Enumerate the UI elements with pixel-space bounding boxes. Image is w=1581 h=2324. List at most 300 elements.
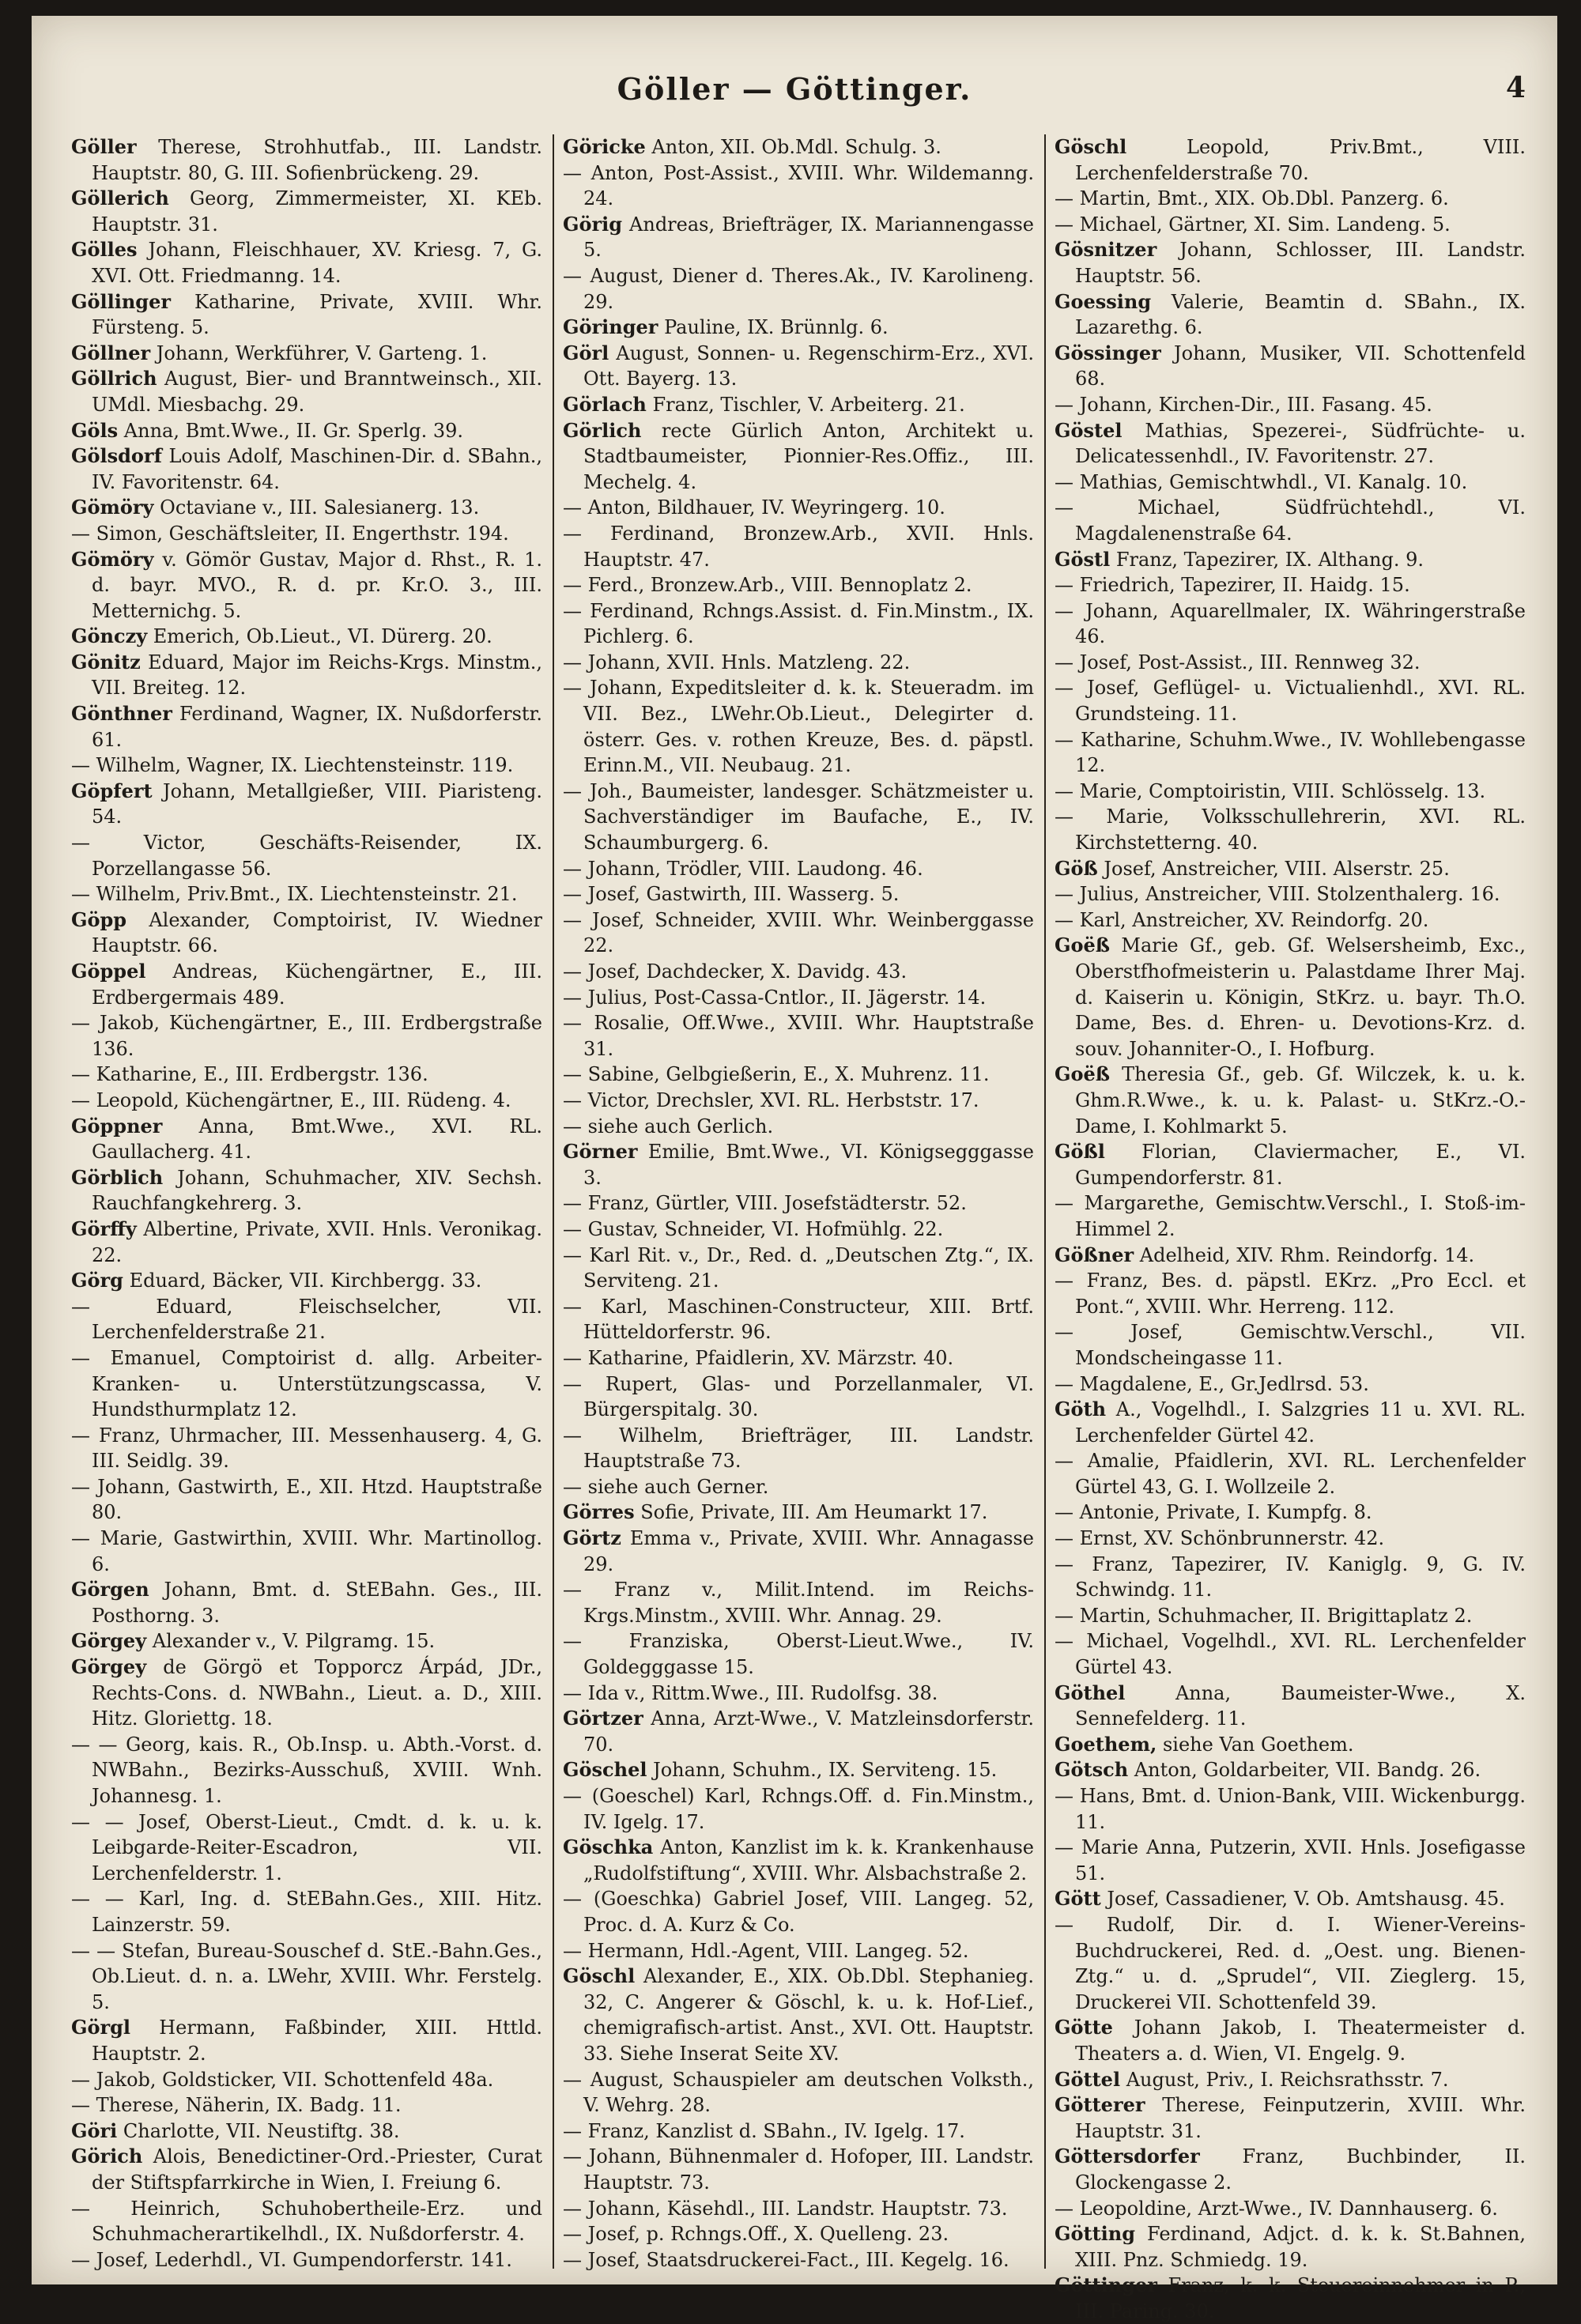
entry-surname: Görg bbox=[71, 1269, 123, 1292]
directory-entry bbox=[563, 1062, 1034, 1088]
entry-text: — — Georg, kais. R., Ob.Insp. u. Abth.-Vorst. d. NWBahn., Bezirks-Ausschuß, XVIII. Wnh. Johannesg. 1. bbox=[71, 1733, 542, 1807]
directory-entry bbox=[563, 1681, 1034, 1707]
entry-text: — Emanuel, Comptoirist d. allg. Arbeiter-Kranken- u. Unterstützungscassa, V. Hundsthurmplatz 12. bbox=[71, 1346, 542, 1421]
entry-text: — Johann, Gastwirth, E., XII. Htzd. Hauptstraße 80. bbox=[71, 1475, 542, 1524]
entry-text: August, Sonnen- u. Regenschirm-Erz., XVI. Ott. Bayerg. 13. bbox=[583, 341, 1034, 390]
entry-text: — Franziska, Oberst-Lieut.Wwe., IV. Goldegggasse 15. bbox=[563, 1630, 1034, 1679]
directory-entry bbox=[563, 1345, 1034, 1371]
entry-text: — Franz, Tapezirer, IV. Kaniglg. 9, G. IV. Schwindg. 11. bbox=[1055, 1552, 1526, 1602]
column-2 bbox=[563, 134, 1034, 2269]
entry-surname: Göthel bbox=[1055, 1681, 1126, 1704]
entry-text: Josef, Anstreicher, VIII. Alserstr. 25. bbox=[1104, 857, 1450, 880]
entry-text: Anna, Bmt.Wwe., II. Gr. Sperlg. 39. bbox=[123, 419, 463, 442]
entry-text: — Martin, Bmt., XIX. Ob.Dbl. Panzerg. 6. bbox=[1055, 187, 1449, 210]
entry-text: Andreas, Küchengärtner, E., III. Erdbergermais 489. bbox=[92, 960, 542, 1009]
entry-text: Alexander, E., XIX. Ob.Dbl. Stephanieg. 32, C. Angerer & Göschl, k. u. k. Hof-Lief., chemigrafisch-artist. Anst., XVI. Ott. Hauptstr. 33. Siehe Inserat Seite XV. bbox=[583, 1965, 1034, 2065]
entry-text: Andreas, Briefträger, IX. Mariannengasse 5. bbox=[583, 213, 1034, 262]
directory-entry bbox=[71, 830, 542, 881]
entry-text: Hermann, Faßbinder, XIII. Httld. Hauptstr. 2. bbox=[92, 2017, 542, 2065]
entry-text: — August, Schauspieler am deutschen Volksth., V. Wehrg. 28. bbox=[563, 2068, 1034, 2117]
directory-entry bbox=[1055, 1603, 1526, 1629]
entry-text: — Rosalie, Off.Wwe., XVIII. Whr. Hauptstraße 31. bbox=[563, 1012, 1034, 1060]
directory-entry bbox=[1055, 186, 1526, 212]
entry-surname: Görblich bbox=[71, 1165, 164, 1189]
entry-surname: Görffy bbox=[71, 1217, 137, 1240]
page-title: Göller — Göttinger. bbox=[617, 71, 972, 107]
entry-text: — Julius, Post-Cassa-Cntlor., II. Jägerstr. 14. bbox=[563, 986, 987, 1009]
directory-entry bbox=[563, 1010, 1034, 1062]
entry-text: Adelheid, XIV. Rhm. Reindorfg. 14. bbox=[1139, 1243, 1475, 1266]
directory-entry bbox=[563, 1243, 1034, 1294]
entry-text: Leopold, Priv.Bmt., VIII. Lerchenfelderstraße 70. bbox=[1075, 136, 1526, 184]
entry-text: — Ferdinand, Bronzew.Arb., XVII. Hnls. Hauptstr. 47. bbox=[563, 522, 1034, 571]
directory-entry bbox=[1055, 933, 1526, 1062]
entry-text: — Franz, Kanzlist d. SBahn., IV. Igelg. 17. bbox=[563, 2119, 965, 2142]
directory-entry bbox=[71, 624, 542, 650]
entry-text: Alexander v., V. Pilgramg. 15. bbox=[152, 1630, 436, 1653]
directory-entry bbox=[71, 881, 542, 907]
directory-entry bbox=[1055, 856, 1526, 882]
directory-entry bbox=[563, 1139, 1034, 1190]
directory-entry bbox=[1055, 1732, 1526, 1758]
entry-text: de Görgö et Topporcz Árpád, JDr., Rechts-Cons. d. NWBahn., Lieut. a. D., XIII. Hitz. Gloriettg. 18. bbox=[92, 1656, 543, 1730]
directory-entry bbox=[563, 160, 1034, 212]
entry-text: — Johann, Expeditsleiter d. k. k. Steueradm. im VII. Bez., LWehr.Ob.Lieut., Delegirter d. österr. Ges. v. rothen Kreuze, Bes. d. päpstl. Erinn.M., VII. Neubaug. 21. bbox=[563, 677, 1034, 777]
entry-text: Franz, Tischler, V. Arbeiterg. 21. bbox=[652, 393, 965, 416]
entry-surname: Göschel bbox=[563, 1758, 647, 1782]
entry-text: — Rupert, Glas- und Porzellanmaler, VI. Bürgerspitalg. 30. bbox=[563, 1372, 1034, 1421]
entry-surname: Göllrich bbox=[71, 367, 157, 390]
entry-surname: Göllner bbox=[71, 341, 151, 364]
entry-surname: Göppel bbox=[71, 960, 146, 983]
entry-text: Franz, k. k. Steuereinnehmer in P., III. Paring. 30. bbox=[1075, 2274, 1526, 2322]
entry-text: — Michael, Vogelhdl., XVI. RL. Lerchenfelder Gürtel 43. bbox=[1055, 1630, 1526, 1679]
entry-text: — Joh., Baumeister, landesger. Schätzmeister u. Sachverständiger im Baufache, E., IV. Schaumburgerg. 6. bbox=[563, 779, 1034, 855]
directory-entry bbox=[71, 701, 542, 753]
directory-entry bbox=[563, 1964, 1034, 2066]
entry-text: — — Stefan, Bureau-Souschef d. StE.-Bahn.Ges., Ob.Lieut. d. n. a. LWehr, XVIII. Whr. Ferstelg. 5. bbox=[71, 1939, 542, 2013]
page-number: 4 bbox=[1505, 71, 1526, 104]
directory-entry bbox=[71, 495, 542, 521]
directory-entry bbox=[563, 1526, 1034, 1577]
directory-entry bbox=[71, 443, 542, 495]
directory-entry bbox=[71, 1886, 542, 1937]
directory-entry bbox=[71, 959, 542, 1010]
entry-text: v. Gömör Gustav, Major d. Rhst., R. 1. d. bayr. MVO., R. d. pr. Kr.O. 3., III. Metternichg. 5. bbox=[92, 548, 542, 622]
directory-entry bbox=[71, 1732, 542, 1809]
directory-entry bbox=[1055, 289, 1526, 341]
entry-text: — Therese, Näherin, IX. Badg. 11. bbox=[71, 2094, 402, 2117]
entry-text: Katharine, Private, XVIII. Whr. Fürsteng. 5. bbox=[92, 290, 542, 339]
directory-entry bbox=[71, 237, 542, 289]
entry-text: — Katharine, Schuhm.Wwe., IV. Wohllebengasse 12. bbox=[1055, 728, 1526, 777]
entry-text: — Wilhelm, Priv.Bmt., IX. Liechtensteinstr. 21. bbox=[71, 883, 518, 906]
directory-entry bbox=[71, 2015, 542, 2066]
entry-surname: Göri bbox=[71, 2118, 118, 2142]
page-header bbox=[32, 71, 1557, 126]
entry-text: Emerich, Ob.Lieut., VI. Dürerg. 20. bbox=[153, 625, 492, 648]
directory-entry bbox=[71, 1165, 542, 1217]
directory-entry bbox=[71, 1938, 542, 2016]
entry-surname: Görl bbox=[563, 341, 609, 364]
entry-surname: Göth bbox=[1055, 1398, 1107, 1421]
entry-text: Anna, Arzt-Wwe., V. Matzleinsdorferstr. 70. bbox=[583, 1707, 1034, 1756]
directory-entry bbox=[1055, 2092, 1526, 2144]
entry-text: Anna, Baumeister-Wwe., X. Sennefelderg. 11. bbox=[1075, 1681, 1526, 1730]
directory-entry bbox=[563, 2196, 1034, 2222]
directory-entry bbox=[1055, 2221, 1526, 2273]
directory-entry bbox=[563, 985, 1034, 1011]
entry-surname: Gölles bbox=[71, 238, 138, 262]
column-1 bbox=[71, 134, 542, 2269]
entry-text: Ferdinand, Adjct. d. k. k. St.Bahnen, XIII. Pnz. Schmiedg. 19. bbox=[1075, 2223, 1526, 2271]
entry-text: — Wilhelm, Wagner, IX. Liechtensteinstr. 119. bbox=[71, 754, 514, 777]
entry-text: Anton, Goldarbeiter, VII. Bandg. 26. bbox=[1134, 1759, 1481, 1782]
directory-entry bbox=[71, 1654, 542, 1732]
entry-text: Johann, Werkführer, V. Garteng. 1. bbox=[156, 341, 488, 364]
column-3 bbox=[1055, 134, 1526, 2322]
directory-entry bbox=[71, 1345, 542, 1423]
directory-entry bbox=[71, 1628, 542, 1654]
entry-text: — Michael, Gärtner, XI. Sim. Landeng. 5. bbox=[1055, 213, 1451, 236]
entry-text: Johann, Schuhmacher, XIV. Sechsh. Rauchfangkehrerg. 3. bbox=[92, 1166, 542, 1215]
entry-surname: Göttinger bbox=[1055, 2273, 1157, 2297]
entry-text: — Eduard, Fleischselcher, VII. Lerchenfelderstraße 21. bbox=[71, 1295, 542, 1344]
directory-entry bbox=[1055, 598, 1526, 650]
entry-text: — Josef, p. Rchngs.Off., X. Quelleng. 23. bbox=[563, 2223, 949, 2246]
entry-text: Therese, Feinputzerin, XVIII. Whr. Hauptstr. 31. bbox=[1075, 2094, 1526, 2142]
entry-text: — Hans, Bmt. d. Union-Bank, VIII. Wickenburgg. 11. bbox=[1055, 1785, 1526, 1833]
directory-entry bbox=[71, 2144, 542, 2195]
entry-text: — Johann, Bühnenmaler d. Hofoper, III. Landstr. Hauptstr. 73. bbox=[563, 2145, 1034, 2194]
directory-entry bbox=[563, 675, 1034, 778]
entry-text: — Franz, Uhrmacher, III. Messenhauserg. 4, G. III. Seidlg. 39. bbox=[71, 1424, 542, 1473]
entry-surname: Götting bbox=[1055, 2222, 1136, 2246]
directory-entry bbox=[563, 907, 1034, 959]
directory-entry bbox=[1055, 1552, 1526, 1603]
entry-surname: Gönitz bbox=[71, 650, 141, 673]
entry-text: — Franz, Gürtler, VIII. Josefstädterstr. 52. bbox=[563, 1192, 967, 1215]
directory-entry bbox=[1055, 2144, 1526, 2195]
entry-text: Georg, Zimmermeister, XI. KEb. Hauptstr. 31. bbox=[92, 187, 542, 236]
entry-text: — Johann, Käsehdl., III. Landstr. Hauptstr. 73. bbox=[563, 2197, 1008, 2220]
entry-surname: Göllerich bbox=[71, 187, 169, 210]
entry-surname: Görich bbox=[71, 2145, 143, 2168]
directory-entry bbox=[71, 1423, 542, 1474]
entry-surname: Göschl bbox=[563, 1964, 636, 1988]
entry-surname: Görlach bbox=[563, 392, 647, 416]
directory-entry bbox=[1055, 1500, 1526, 1526]
directory-entry bbox=[563, 650, 1034, 676]
entry-surname: Goëß bbox=[1055, 1062, 1111, 1086]
column-divider bbox=[1044, 134, 1046, 2269]
directory-entry bbox=[563, 1371, 1034, 1423]
directory-entry bbox=[71, 2067, 542, 2093]
entry-text: — Karl Rit. v., Dr., Red. d. „Deutschen Ztg.“, IX. Serviteng. 21. bbox=[563, 1243, 1034, 1292]
entry-surname: Gött bbox=[1055, 1887, 1101, 1911]
entry-text: — Marie, Gastwirthin, XVIII. Whr. Martinollog. 6. bbox=[71, 1527, 542, 1575]
directory-entry bbox=[71, 521, 542, 547]
directory-entry bbox=[1055, 212, 1526, 238]
entry-surname: Görlich bbox=[563, 418, 642, 442]
directory-entry bbox=[1055, 1062, 1526, 1139]
directory-entry bbox=[1055, 418, 1526, 470]
directory-entry bbox=[1055, 341, 1526, 392]
directory-entry bbox=[71, 2092, 542, 2118]
entry-text: — (Goeschka) Gabriel Josef, VIII. Langeg. 52, Proc. d. A. Kurz & Co. bbox=[563, 1888, 1034, 1936]
entry-surname: Goessing bbox=[1055, 289, 1152, 313]
entry-text: Johann Jakob, I. Theatermeister d. Theaters a. d. Wien, VI. Engelg. 9. bbox=[1075, 2017, 1526, 2065]
directory-entry bbox=[1055, 675, 1526, 726]
directory-entry bbox=[563, 779, 1034, 856]
entry-text: recte Gürlich Anton, Architekt u. Stadtbaumeister, Pionnier-Res.Offiz., III. Mechelg. 4. bbox=[583, 419, 1034, 493]
entry-surname: Görig bbox=[563, 212, 623, 236]
entry-surname: Görtz bbox=[563, 1526, 621, 1550]
entry-text: — Leopold, Küchengärtner, E., III. Rüdeng. 4. bbox=[71, 1088, 511, 1111]
entry-text: Alois, Benedictiner-Ord.-Priester, Curat der Stiftspfarrkirche in Wien, I. Freiung 6. bbox=[92, 2145, 542, 2194]
entry-text: Anton, XII. Ob.Mdl. Schulg. 3. bbox=[651, 136, 941, 158]
entry-surname: Göschl bbox=[1055, 135, 1127, 158]
entry-text: — Friedrich, Tapezirer, II. Haidg. 15. bbox=[1055, 574, 1410, 597]
entry-text: — Martin, Schuhmacher, II. Brigittaplatz 2. bbox=[1055, 1604, 1473, 1627]
directory-entry bbox=[71, 418, 542, 444]
entry-surname: Görgen bbox=[71, 1578, 149, 1602]
directory-entry bbox=[71, 650, 542, 701]
directory-entry bbox=[1055, 1397, 1526, 1448]
entry-text: — Anton, Post-Assist., XVIII. Whr. Wildemanng. 24. bbox=[563, 161, 1034, 210]
entry-text: — Sabine, Gelbgießerin, E., X. Muhrenz. 11. bbox=[563, 1063, 990, 1086]
directory-entry bbox=[1055, 1886, 1526, 1912]
entry-text: Therese, Strohhutfab., III. Landstr. Hauptstr. 80, G. III. Sofienbrückeng. 29. bbox=[92, 136, 542, 184]
entry-text: Eduard, Major im Reichs-Krgs. Minstm., VII. Breiteg. 12. bbox=[92, 651, 542, 700]
directory-entry bbox=[563, 392, 1034, 418]
entry-text: — Victor, Geschäfts-Reisender, IX. Porzellangasse 56. bbox=[71, 832, 542, 880]
entry-text: — Johann, Trödler, VIII. Laudong. 46. bbox=[563, 857, 923, 880]
directory-entry bbox=[563, 212, 1034, 263]
entry-text: Johann, Schuhm., IX. Serviteng. 15. bbox=[653, 1759, 998, 1782]
entry-text: — Franz v., Milit.Intend. im Reichs-Krgs.Minstm., XVIII. Whr. Annag. 29. bbox=[563, 1579, 1034, 1627]
entry-text: — Josef, Schneider, XVIII. Whr. Weinberggasse 22. bbox=[563, 908, 1034, 957]
directory-entry bbox=[1055, 1139, 1526, 1190]
entry-text: — — Josef, Oberst-Lieut., Cmdt. d. k. u. k. Leibgarde-Reiter-Escadron, VII. Lerchenfelderstr. 1. bbox=[71, 1810, 542, 1884]
directory-entry bbox=[71, 2118, 542, 2145]
directory-entry bbox=[71, 1217, 542, 1268]
entry-text: — Josef, Dachdecker, X. Davidg. 43. bbox=[563, 960, 907, 983]
entry-text: Emma v., Private, XVIII. Whr. Annagasse 29. bbox=[583, 1527, 1034, 1575]
directory-entry bbox=[1055, 2273, 1526, 2324]
entry-text: Ferdinand, Wagner, IX. Nußdorferstr. 61. bbox=[92, 703, 542, 751]
entry-text: Charlotte, VII. Neustiftg. 38. bbox=[123, 2119, 400, 2142]
entry-text: Anton, Kanzlist im k. k. Krankenhause „Rudolfstiftung“, XVIII. Whr. Alsbachstraße 2. bbox=[583, 1836, 1034, 1884]
directory-entry bbox=[563, 263, 1034, 315]
entry-surname: Göschka bbox=[563, 1835, 654, 1859]
directory-entry bbox=[563, 1294, 1034, 1345]
entry-text: Louis Adolf, Maschinen-Dir. d. SBahn., IV. Favoritenstr. 64. bbox=[92, 445, 542, 493]
directory-entry bbox=[1055, 1783, 1526, 1835]
directory-entry bbox=[71, 753, 542, 779]
directory-entry bbox=[71, 1294, 542, 1345]
entry-text: — Hermann, Hdl.-Agent, VIII. Langeg. 52. bbox=[563, 1939, 969, 1962]
directory-entry bbox=[1055, 804, 1526, 855]
entry-text: — (Goeschel) Karl, Rchngs.Off. d. Fin.Minstm., IV. Igelg. 17. bbox=[563, 1785, 1034, 1833]
entry-text: Johann, Metallgießer, VIII. Piaristeng. 54. bbox=[92, 779, 542, 828]
directory-entry bbox=[1055, 727, 1526, 779]
entry-text: — Leopoldine, Arzt-Wwe., IV. Dannhauserg. 6. bbox=[1055, 2197, 1498, 2220]
entry-text: Sofie, Private, III. Am Heumarkt 17. bbox=[640, 1501, 988, 1524]
entry-text: Anna, Bmt.Wwe., XVI. RL. Gaullacherg. 41. bbox=[92, 1115, 542, 1164]
directory-entry bbox=[71, 907, 542, 959]
directory-entry bbox=[1055, 1319, 1526, 1371]
entry-text: — Michael, Südfrüchtehdl., VI. Magdalenenstraße 64. bbox=[1055, 496, 1526, 545]
entry-text: — Simon, Geschäftsleiter, II. Engerthstr. 194. bbox=[71, 522, 509, 545]
directory-entry bbox=[1055, 881, 1526, 907]
entry-surname: Görgey bbox=[71, 1629, 147, 1653]
directory-entry bbox=[1055, 1757, 1526, 1783]
directory-entry bbox=[563, 1190, 1034, 1217]
entry-text: Florian, Claviermacher, E., VI. Gumpendorferstr. 81. bbox=[1075, 1141, 1526, 1189]
entry-text: — Wilhelm, Briefträger, III. Landstr. Hauptstraße 73. bbox=[563, 1424, 1034, 1473]
entry-text: Mathias, Spezerei-, Südfrüchte- u. Delicatessenhdl., IV. Favoritenstr. 27. bbox=[1075, 419, 1526, 468]
entry-surname: Gösnitzer bbox=[1055, 238, 1157, 262]
entry-surname: Göstel bbox=[1055, 418, 1123, 442]
entry-text: — Anton, Bildhauer, IV. Weyringerg. 10. bbox=[563, 496, 945, 519]
entry-surname: Görres bbox=[563, 1500, 635, 1524]
entry-text: Franz, Buchbinder, II. Glockengasse 2. bbox=[1075, 2145, 1526, 2194]
directory-entry bbox=[563, 1783, 1034, 1835]
directory-entry bbox=[563, 495, 1034, 521]
entry-surname: Görgey bbox=[71, 1655, 147, 1679]
entry-surname: Göls bbox=[71, 418, 119, 442]
entry-text: — Marie, Comptoiristin, VIII. Schlösselg. 13. bbox=[1055, 779, 1486, 802]
entry-surname: Göpp bbox=[71, 907, 127, 931]
entry-text: — Ferdinand, Rchngs.Assist. d. Fin.Minstm., IX. Pichlerg. 6. bbox=[563, 599, 1034, 648]
entry-text: — Julius, Anstreicher, VIII. Stolzenthalerg. 16. bbox=[1055, 883, 1500, 906]
directory-entry bbox=[563, 959, 1034, 985]
directory-entry bbox=[1055, 1835, 1526, 1886]
entry-surname: Gölsdorf bbox=[71, 444, 162, 468]
directory-entry bbox=[71, 2247, 542, 2273]
entry-surname: Götsch bbox=[1055, 1758, 1129, 1782]
entry-text: — Mathias, Gemischtwhdl., VI. Kanalg. 10. bbox=[1055, 470, 1468, 493]
directory-entry bbox=[563, 1706, 1034, 1757]
directory-entry bbox=[71, 1809, 542, 1887]
entry-text: — Antonie, Private, I. Kumpfg. 8. bbox=[1055, 1501, 1372, 1524]
directory-entry bbox=[1055, 907, 1526, 934]
entry-surname: Götterer bbox=[1055, 2093, 1145, 2117]
directory-entry bbox=[71, 1114, 542, 1165]
entry-text: Johann, Fleischhauer, XV. Kriesg. 7, G. XVI. Ott. Friedmanng. 14. bbox=[92, 239, 542, 287]
entry-surname: Gössinger bbox=[1055, 341, 1161, 364]
directory-entry bbox=[1055, 547, 1526, 573]
directory-entry bbox=[1055, 1268, 1526, 1319]
directory-entry bbox=[563, 598, 1034, 650]
entry-text: August, Bier- und Branntweinsch., XII. UMdl. Miesbachg. 29. bbox=[92, 368, 542, 416]
directory-entry bbox=[1055, 1526, 1526, 1552]
directory-entry bbox=[563, 521, 1034, 572]
entry-text: — Magdalene, E., Gr.Jedlrsd. 53. bbox=[1055, 1372, 1369, 1395]
directory-entry bbox=[1055, 470, 1526, 496]
entry-text: — Amalie, Pfaidlerin, XVI. RL. Lerchenfelder Gürtel 43, G. I. Wollzeile 2. bbox=[1055, 1450, 1526, 1498]
entry-surname: Goethem, bbox=[1055, 1732, 1157, 1756]
entry-text: — Johann, XVII. Hnls. Matzleng. 22. bbox=[563, 651, 911, 673]
entry-text: — Heinrich, Schuhobertheile-Erz. und Schuhmacherartikelhdl., IX. Nußdorferstr. 4. bbox=[71, 2197, 542, 2246]
entry-text: Franz, Tapezirer, IX. Althang. 9. bbox=[1115, 548, 1424, 571]
entry-text: — Ida v., Rittm.Wwe., III. Rudolfsg. 38. bbox=[563, 1681, 938, 1704]
directory-entry bbox=[1055, 1448, 1526, 1500]
directory-entry bbox=[1055, 2067, 1526, 2093]
directory-entry bbox=[563, 1423, 1034, 1474]
directory-entry bbox=[71, 779, 542, 830]
column-divider bbox=[553, 134, 554, 2269]
directory-entry bbox=[563, 1835, 1034, 1886]
entry-surname: Götte bbox=[1055, 2016, 1113, 2039]
directory-entry bbox=[563, 341, 1034, 392]
entry-surname: Görgl bbox=[71, 2016, 131, 2039]
entry-text: August, Priv., I. Reichsrathsstr. 7. bbox=[1126, 2068, 1449, 2091]
directory-entry bbox=[1055, 1371, 1526, 1398]
entry-text: A., Vogelhdl., I. Salzgries 11 u. XVI. RL. Lerchenfelder Gürtel 42. bbox=[1075, 1398, 1526, 1447]
directory-entry bbox=[563, 1088, 1034, 1114]
entry-text: — — Karl, Ing. d. StEBahn.Ges., XIII. Hitz. Lainzerstr. 59. bbox=[71, 1888, 542, 1936]
directory-entry bbox=[563, 1500, 1034, 1526]
entry-surname: Göricke bbox=[563, 135, 646, 158]
entry-surname: Gößner bbox=[1055, 1243, 1134, 1266]
directory-entry bbox=[563, 881, 1034, 907]
entry-surname: Görtzer bbox=[563, 1707, 643, 1730]
directory-entry bbox=[1055, 2015, 1526, 2066]
directory-entry bbox=[563, 1886, 1034, 1937]
entry-text: — Jakob, Küchengärtner, E., III. Erdbergstraße 136. bbox=[71, 1012, 542, 1060]
entry-surname: Görner bbox=[563, 1140, 638, 1164]
entry-text: — Karl, Anstreicher, XV. Reindorfg. 20. bbox=[1055, 908, 1429, 931]
entry-text: siehe Van Goethem. bbox=[1162, 1733, 1354, 1756]
entry-text: — Gustav, Schneider, VI. Hofmühlg. 22. bbox=[563, 1217, 944, 1240]
entry-surname: Gömöry bbox=[71, 547, 154, 571]
entry-text: — Josef, Post-Assist., III. Rennweg 32. bbox=[1055, 651, 1421, 673]
entry-surname: Goëß bbox=[1055, 934, 1111, 957]
directory-entry bbox=[563, 2221, 1034, 2247]
entry-text: — Ernst, XV. Schönbrunnerstr. 42. bbox=[1055, 1527, 1385, 1550]
entry-text: — Marie Anna, Putzerin, XVII. Hnls. Josefigasse 51. bbox=[1055, 1836, 1526, 1884]
entry-text: — Jakob, Goldsticker, VII. Schottenfeld 48a. bbox=[71, 2068, 494, 2091]
directory-entry bbox=[1055, 572, 1526, 598]
directory-entry bbox=[1055, 392, 1526, 418]
directory-page bbox=[32, 16, 1557, 2322]
entry-text: Johann, Musiker, VII. Schottenfeld 68. bbox=[1075, 341, 1526, 390]
entry-text: — Franz, Bes. d. päpstl. EKrz. „Pro Eccl. et Pont.“, XVIII. Whr. Herreng. 112. bbox=[1055, 1270, 1526, 1318]
entry-surname: Göpfert bbox=[71, 779, 153, 802]
entry-text: Johann, Bmt. d. StEBahn. Ges., III. Posthorng. 3. bbox=[92, 1579, 542, 1627]
entry-text: — Johann, Kirchen-Dir., III. Fasang. 45. bbox=[1055, 393, 1432, 416]
entry-text: Octaviane v., III. Salesianerg. 13. bbox=[160, 496, 480, 519]
entry-surname: Göß bbox=[1055, 856, 1098, 880]
entry-surname: Göller bbox=[71, 135, 137, 158]
entry-text: — Josef, Gemischtw.Verschl., VII. Mondscheingasse 11. bbox=[1055, 1321, 1526, 1369]
directory-entry bbox=[71, 341, 542, 367]
directory-entry bbox=[1055, 1681, 1526, 1732]
directory-entry bbox=[1055, 650, 1526, 676]
directory-entry bbox=[563, 2144, 1034, 2195]
entry-text: — Rudolf, Dir. d. I. Wiener-Vereins-Buchdruckerei, Red. d. „Oest. ung. Bienen-Ztg.“ u. d. „Sprudel“, VII. Zieglerg. 15, Druckerei VII. Schottenfeld 39. bbox=[1055, 1913, 1526, 2013]
entry-text: — August, Diener d. Theres.Ak., IV. Karolineng. 29. bbox=[563, 264, 1034, 313]
entry-text: Marie Gf., geb. Gf. Welsersheimb, Exc., Oberstfhofmeisterin u. Palastdame Ihrer Maj. d. Kaiserin u. Königin, StKrz. u. bayr. Th.O. Dame, Bes. d. Ehren- u. Devotions-Krz. d. souv. Johanniter-O., I. Hofburg. bbox=[1075, 934, 1526, 1060]
directory-entry bbox=[1055, 495, 1526, 546]
entry-surname: Gönczy bbox=[71, 624, 148, 648]
directory-entry bbox=[71, 186, 542, 237]
directory-entry bbox=[563, 1114, 1034, 1140]
entry-surname: Göppner bbox=[71, 1114, 163, 1137]
entry-surname: Gömöry bbox=[71, 496, 154, 519]
